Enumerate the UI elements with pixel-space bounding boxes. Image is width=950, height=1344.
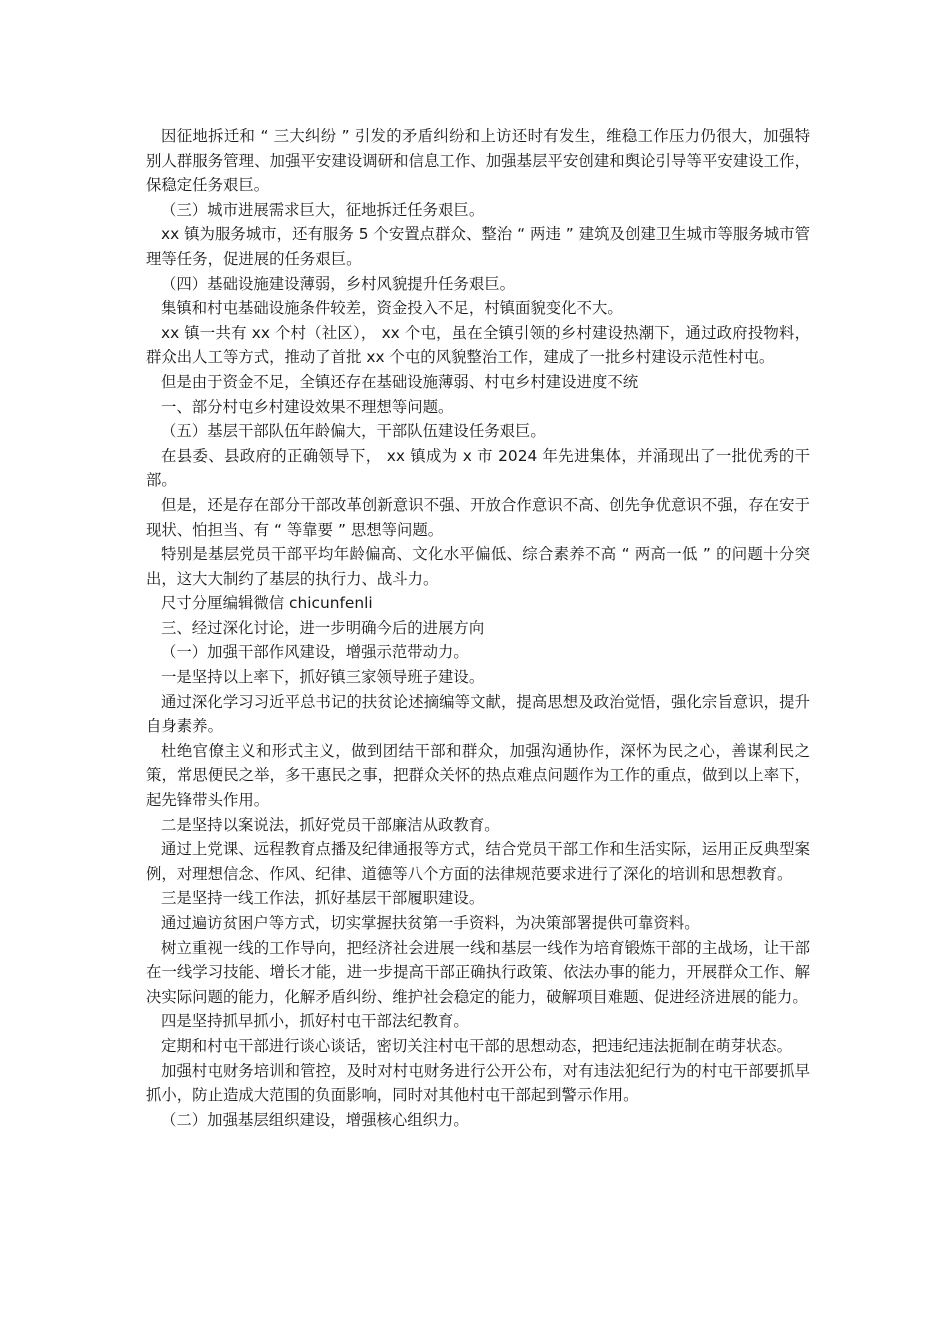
- paragraph: 定期和村屯干部进行谈心谈话，密切关注村屯干部的思想动态，把违纪违法扼制在萌芽状态。: [161, 1036, 793, 1055]
- paragraph: xx 镇为服务城市，还有服务 5 个安置点群众、整治 “ 两违 ” 建筑及创建卫生城市等服务城市管理等任务，促进展的任务艰巨。: [146, 225, 810, 268]
- paragraph: 但是，还是存在部分干部改革创新意识不强、开放合作意识不高、创先争优意识不强，存在安于现状、怕担当、有 “ 等靠要 ” 思想等问题。: [146, 495, 810, 539]
- subsection-heading: 四是坚持抓早抓小，抓好村屯干部法纪教育。: [161, 1012, 469, 1031]
- paragraph: 通过深化学习习近平总书记的扶贫论述摘编等文献，提高思想及政治觉悟，强化宗旨意识，提升自身素养。: [146, 692, 810, 736]
- paragraph: 但是由于资金不足，全镇还存在基础设施薄弱、村屯乡村建设进度不统: [161, 372, 639, 391]
- paragraph: 杜绝官僚主义和形式主义，做到团结干部和群众，加强沟通协作，深怀为民之心，善谋利民之策，常思便民之举，多干惠民之事，把群众关怀的热点难点问题作为工作的重点，做到以上率下，起先锋带头作用。: [146, 741, 810, 810]
- section-heading: （三）城市进展需求巨大，征地拆迁任务艰巨。: [161, 200, 485, 219]
- chapter-heading: 三、经过深化讨论，进一步明确今后的进展方向: [161, 618, 485, 637]
- paragraph: 树立重视一线的工作导向，把经济社会进展一线和基层一线作为培育锻炼干部的主战场，让干部在一线学习技能、增长才能，进一步提高干部正确执行政策、依法办事的能力，开展群众工作、解决实际问题的能力，化解矛盾纠纷、维护社会稳定的能力，破解项目难题、促进经济进展的能力。: [146, 938, 810, 1006]
- paragraph: 加强村屯财务培训和管控，及时对村屯财务进行公开公布，对有违法犯纪行为的村屯干部要抓早抓小，防止造成大范围的负面影响，同时对其他村屯干部起到警示作用。: [146, 1061, 810, 1105]
- paragraph: 一、部分村屯乡村建设效果不理想等问题。: [161, 397, 454, 416]
- paragraph: 因征地拆迁和 “ 三大纠纷 ” 引发的矛盾纠纷和上访还时有发生，维稳工作压力仍很大，加强特别人群服务管理、加强平安建设调研和信息工作、加强基层平安创建和舆论引导等平安建设工作，保稳定任务艰巨。: [146, 127, 810, 195]
- paragraph: 在县委、县政府的正确领导下， xx 镇成为 x 市 2024 年先进集体，并涌现出了一批优秀的干部。: [146, 446, 810, 490]
- watermark-note: 尺寸分厘编辑微信 chicunfenli: [161, 594, 373, 613]
- subsection-heading: 三是坚持一线工作法，抓好基层干部履职建设。: [161, 889, 485, 908]
- paragraph: 通过上党课、远程教育点播及纪律通报等方式，结合党员干部工作和生活实际，运用正反典型案例，对理想信念、作风、纪律、道德等八个方面的法律规范要求进行了深化的培训和思想教育。: [146, 840, 810, 883]
- paragraph: xx 镇一共有 xx 个村（社区）， xx 个屯，虽在全镇引领的乡村建设热潮下，通过政府投物料，群众出人工等方式，推动了首批 xx 个屯的风貌整治工作，建成了一批乡村建设示范性村屯。: [146, 323, 810, 367]
- section-heading: （一）加强干部作风建设，增强示范带动力。: [161, 643, 469, 662]
- paragraph: 特别是基层党员干部平均年龄偏高、文化水平偏低、综合素养不高 “ 两高一低 ” 的问题十分突出，这大大制约了基层的执行力、战斗力。: [146, 545, 810, 588]
- section-heading: （二）加强基层组织建设，增强核心组织力。: [161, 1110, 469, 1129]
- paragraph: 集镇和村屯基础设施条件较差，资金投入不足，村镇面貌变化不大。: [161, 299, 623, 318]
- subsection-heading: 二是坚持以案说法，抓好党员干部廉洁从政教育。: [161, 815, 500, 834]
- paragraph: 通过遍访贫困户等方式，切实掌握扶贫第一手资料，为决策部署提供可靠资料。: [161, 914, 700, 932]
- subsection-heading: 一是坚持以上率下，抓好镇三家领导班子建设。: [161, 668, 485, 687]
- section-heading: （五）基层干部队伍年龄偏大，干部队伍建设任务艰巨。: [161, 422, 546, 441]
- document-body: [146, 124, 810, 1132]
- section-heading: （四）基础设施建设薄弱，乡村风貌提升任务艰巨。: [161, 274, 515, 293]
